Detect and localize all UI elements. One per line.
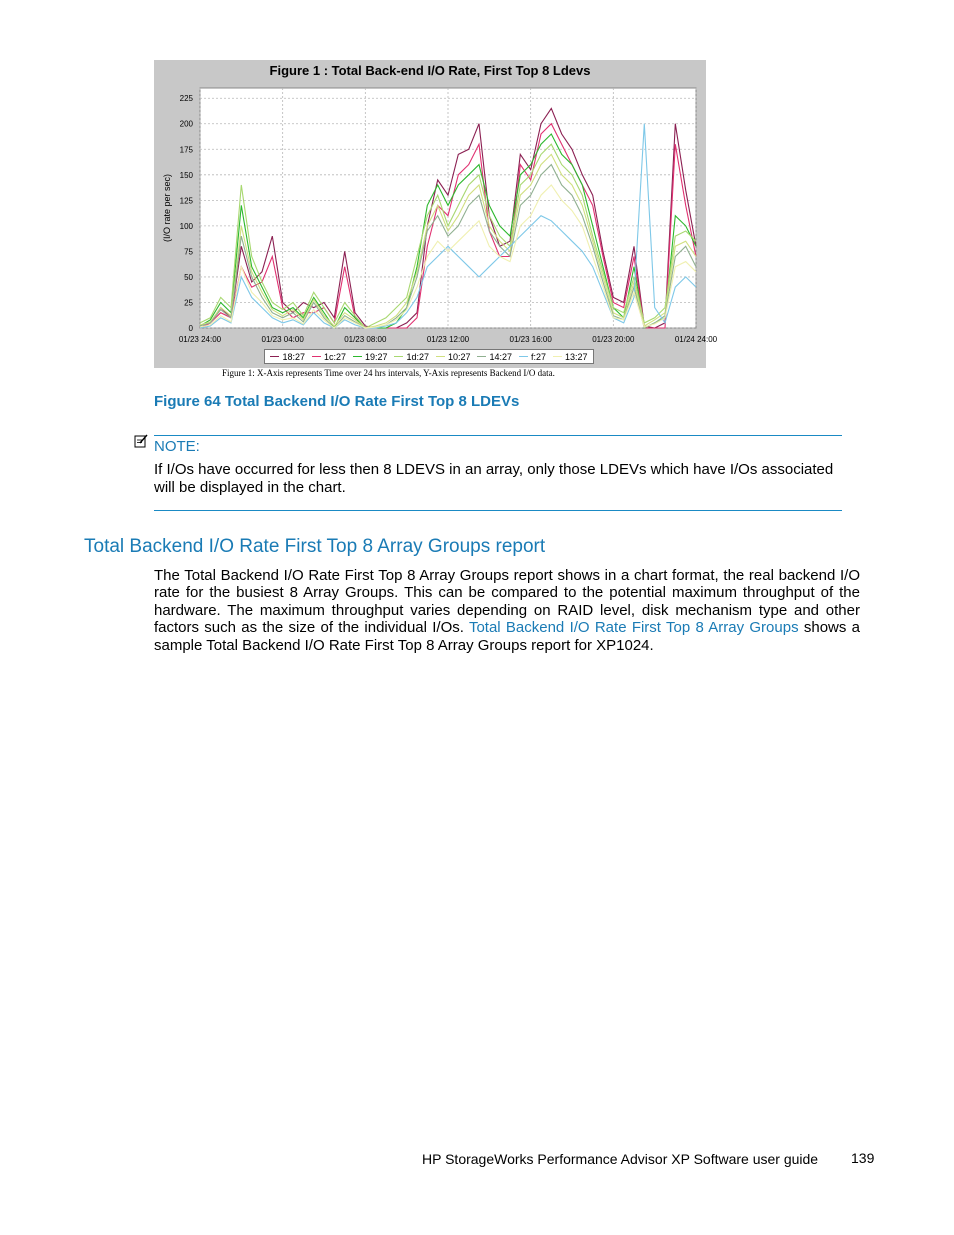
y-tick-label: 50 (184, 272, 193, 282)
x-tick-label: 01/23 20:00 (592, 335, 635, 344)
legend-swatch (353, 356, 362, 357)
legend-swatch (436, 356, 445, 357)
legend-label: 19:27 (364, 351, 388, 362)
legend-label: f:27 (530, 351, 546, 362)
legend-item (553, 352, 588, 362)
legend-swatch (394, 356, 403, 357)
legend-item (270, 352, 305, 362)
legend-item (519, 352, 546, 362)
y-tick-label: 175 (179, 145, 193, 155)
y-tick-label: 125 (179, 196, 193, 206)
legend-item (394, 352, 429, 362)
legend-swatch (312, 356, 321, 357)
array-groups-report-link[interactable]: Total Backend I/O Rate First Top 8 Array Groups (468, 619, 799, 637)
x-tick-label: 01/23 04:00 (261, 335, 304, 344)
y-tick-label: 25 (184, 298, 193, 308)
legend-label: 18:27 (282, 351, 306, 362)
y-axis-label: (I/O rate per sec) (162, 173, 172, 243)
y-tick-label: 200 (179, 119, 193, 129)
note-rule-top (154, 435, 842, 436)
chart-inner-caption: Figure 1: X-Axis represents Time over 24 hrs intervals, Y-Axis represents Backend I/O data. (222, 368, 555, 378)
chart-legend (264, 349, 594, 364)
y-tick-label: 100 (179, 221, 193, 231)
legend-swatch (477, 356, 486, 357)
legend-item (353, 352, 388, 362)
chart-panel (154, 60, 718, 368)
section-heading: Total Backend I/O Rate First Top 8 Array Groups report (84, 536, 546, 557)
note-body: If I/Os have occurred for less then 8 LDEVS in an array, only those LDEVs which have I/Os associated will be displayed in the chart. (154, 461, 834, 496)
y-tick-label: 225 (179, 94, 193, 104)
x-tick-label: 01/23 12:00 (426, 335, 470, 344)
x-tick-label: 01/24 24:00 (674, 335, 718, 344)
figure-caption: Figure 64 Total Backend I/O Rate First Top 8 LDEVs (154, 393, 520, 410)
note-rule-bottom (154, 510, 842, 511)
note-label: NOTE: (154, 438, 200, 455)
page-number: 139 (851, 1150, 875, 1166)
y-tick-label: 75 (184, 247, 193, 257)
legend-label: 1c:27 (323, 351, 347, 362)
chart-svg (154, 60, 718, 368)
section-body-text: The Total Backend I/O Rate First Top 8 Array Groups report shows in a chart format, the real backend I/O rate for the busiest 8 Array Groups. This can be compared to the potential maximum throughput of the hardware. The maximum throughput varies depending on RAID level, disk mechanism type and other factors such as the size of the individual I/Os. (154, 567, 860, 637)
y-tick-label: 0 (188, 324, 193, 333)
x-tick-label: 01/23 08:00 (344, 335, 387, 344)
legend-label: 10:27 (447, 351, 471, 362)
y-tick-label: 150 (179, 170, 193, 180)
legend-item (312, 352, 346, 362)
x-tick-label: 01/23 24:00 (178, 335, 222, 344)
legend-label: 14:27 (489, 351, 513, 362)
section-body-text-end: shows a sample Total Backend I/O Rate First Top 8 Array Groups report for XP1024. (154, 619, 861, 654)
legend-swatch (553, 356, 562, 357)
legend-swatch (270, 356, 279, 357)
x-tick-label: 01/23 16:00 (509, 335, 552, 344)
legend-item (477, 352, 512, 362)
footer-title: HP StorageWorks Performance Advisor XP Software user guide (422, 1151, 819, 1167)
note-icon (134, 434, 148, 448)
legend-swatch (519, 356, 528, 357)
legend-label: 1d:27 (406, 351, 430, 362)
chart-title: Figure 1 : Total Back-end I/O Rate, First Top 8 Ldevs (269, 63, 591, 78)
section-body (154, 567, 860, 654)
legend-label: 13:27 (564, 351, 588, 362)
legend-item (436, 352, 471, 362)
